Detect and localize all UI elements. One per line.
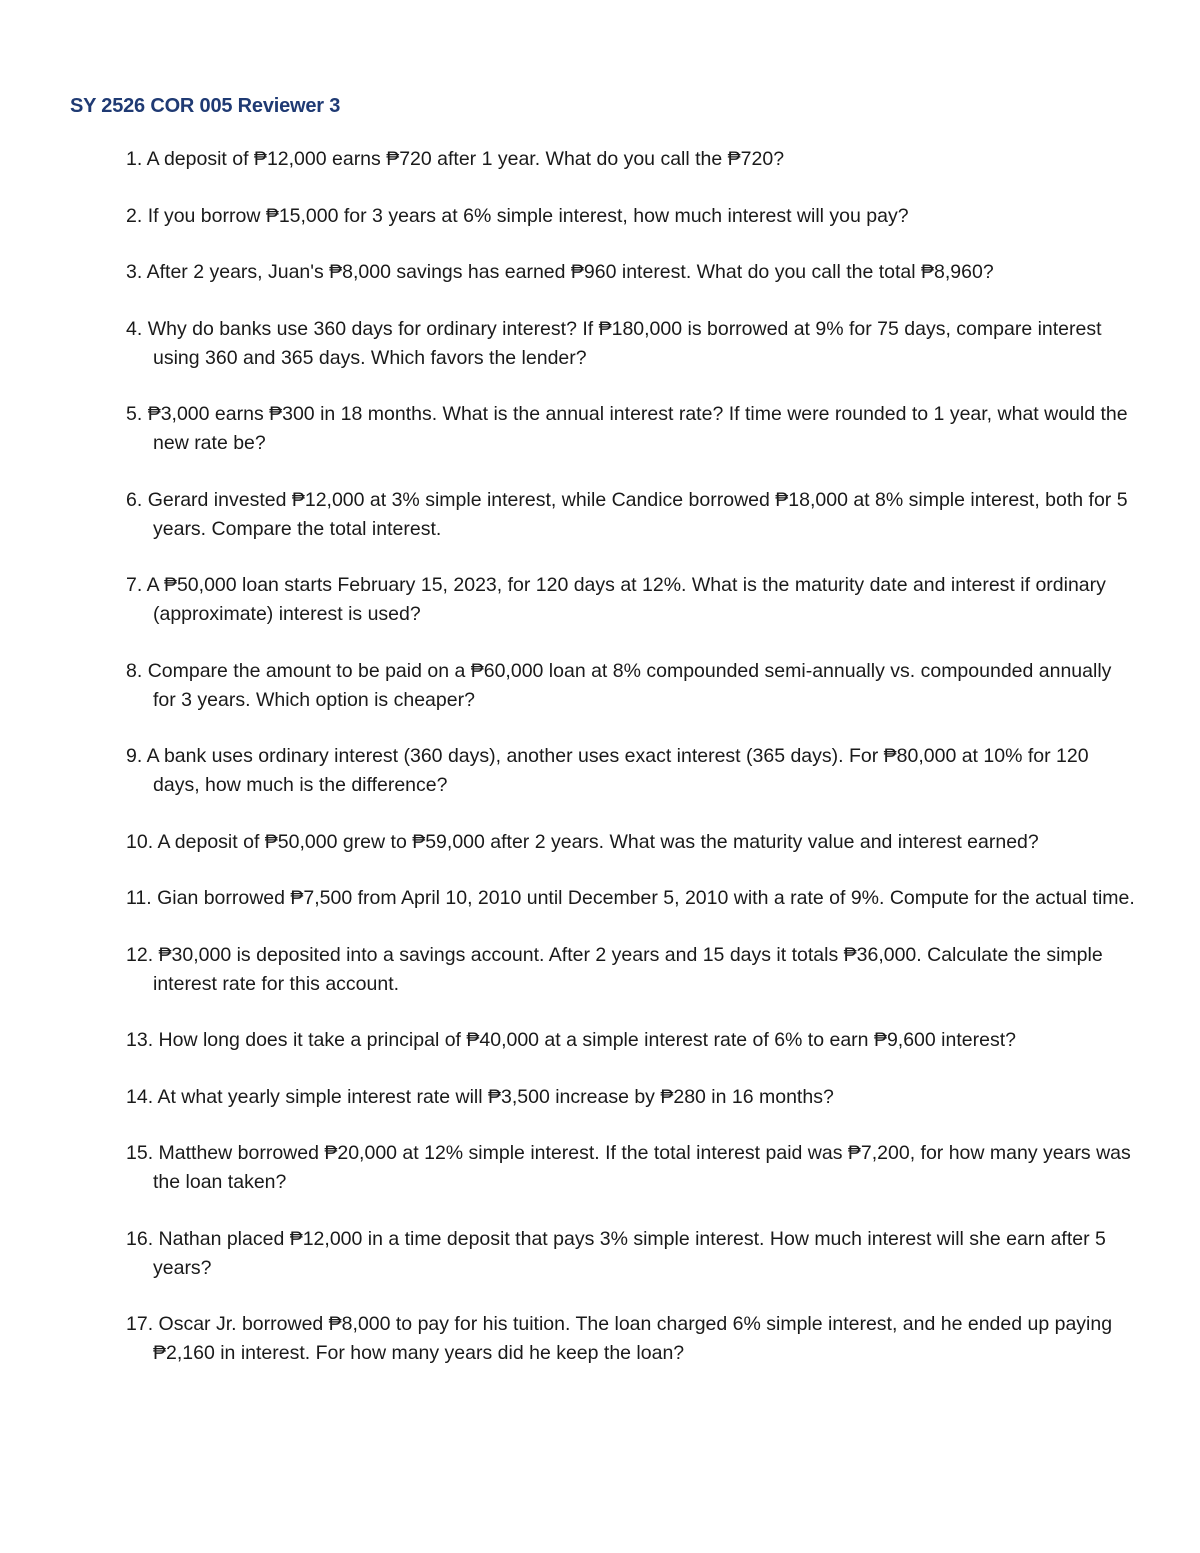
- question-item: [126, 1139, 1136, 1197]
- question-item: [126, 400, 1136, 458]
- question-text: After 2 years, Juan's ₱8,000 savings has earned ₱960 interest. What do you call the total ₱8,960?: [146, 261, 994, 283]
- question-text: A deposit of ₱12,000 earns ₱720 after 1 year. What do you call the ₱720?: [146, 148, 785, 170]
- question-item: [126, 571, 1136, 629]
- question-number: 8.: [126, 659, 143, 682]
- question-item: [126, 145, 1136, 174]
- question-text: A deposit of ₱50,000 grew to ₱59,000 after 2 years. What was the maturity value and interest earned?: [157, 830, 1039, 853]
- question-item: [126, 742, 1136, 800]
- question-item: [126, 1083, 1136, 1112]
- question-text: Compare the amount to be paid on a ₱60,000 loan at 8% compounded semi-annually vs. compounded annually for 3 years. Which option is cheaper?: [147, 659, 1112, 711]
- question-text: Gian borrowed ₱7,500 from April 10, 2010 until December 5, 2010 with a rate of 9%. Compute for the actual time.: [157, 887, 1135, 909]
- question-number: 4.: [126, 317, 143, 340]
- question-item: [126, 1310, 1136, 1368]
- question-text: Matthew borrowed ₱20,000 at 12% simple interest. If the total interest paid was ₱7,200, for how many years was the loan taken?: [153, 1142, 1131, 1193]
- question-number: 1.: [126, 148, 143, 170]
- question-text: ₱30,000 is deposited into a savings account. After 2 years and 15 days it totals ₱36,000. Calculate the simple interest rate for this account.: [153, 943, 1103, 995]
- question-number: 16.: [126, 1227, 154, 1250]
- question-number: 17.: [126, 1313, 154, 1335]
- question-text: How long does it take a principal of ₱40,000 at a simple interest rate of 6% to earn ₱9,600 interest?: [158, 1029, 1016, 1051]
- question-number: 9.: [126, 745, 143, 767]
- question-item: [126, 1026, 1136, 1055]
- question-number: 5.: [126, 403, 143, 425]
- question-number: 15.: [126, 1142, 154, 1164]
- question-text: Why do banks use 360 days for ordinary interest? If ₱180,000 is borrowed at 9% for 75 days, compare interest using 360 and 365 days. Which favors the lender?: [147, 317, 1102, 369]
- question-number: 10.: [126, 830, 154, 853]
- question-item: [126, 828, 1136, 857]
- question-item: [126, 884, 1136, 913]
- question-number: 14.: [126, 1085, 154, 1108]
- question-number: 12.: [126, 943, 154, 966]
- question-text: A bank uses ordinary interest (360 days), another uses exact interest (365 days). For ₱80,000 at 10% for 120 days, how much is the difference?: [146, 745, 1089, 796]
- question-item: [126, 258, 1136, 287]
- question-text: ₱3,000 earns ₱300 in 18 months. What is the annual interest rate? If time were rounded to 1 year, what would the new rate be?: [147, 403, 1128, 454]
- question-item: [126, 486, 1136, 544]
- question-item: [126, 202, 1136, 231]
- question-item: [126, 657, 1136, 715]
- question-number: 11.: [126, 887, 152, 909]
- question-text: At what yearly simple interest rate will ₱3,500 increase by ₱280 in 16 months?: [157, 1085, 834, 1108]
- question-item: [126, 315, 1136, 373]
- question-number: 7.: [126, 574, 143, 596]
- question-number: 2.: [126, 204, 143, 227]
- question-list: [126, 145, 1136, 1396]
- question-text: Oscar Jr. borrowed ₱8,000 to pay for his tuition. The loan charged 6% simple interest, and he ended up paying ₱2,160 in interest. For how many years did he keep the loan?: [153, 1313, 1113, 1364]
- document-title: SY 2526 COR 005 Reviewer 3: [70, 95, 341, 117]
- question-text: A ₱50,000 loan starts February 15, 2023, for 120 days at 12%. What is the maturity date and interest if ordinary (approximate) interest is used?: [146, 574, 1106, 625]
- question-text: Nathan placed ₱12,000 in a time deposit that pays 3% simple interest. How much interest will she earn after 5 years?: [153, 1227, 1106, 1279]
- question-text: Gerard invested ₱12,000 at 3% simple interest, while Candice borrowed ₱18,000 at 8% simple interest, both for 5 years. Compare the total interest.: [147, 488, 1128, 540]
- question-text: If you borrow ₱15,000 for 3 years at 6% simple interest, how much interest will you pay?: [147, 204, 909, 227]
- question-number: 3.: [126, 261, 143, 283]
- question-number: 6.: [126, 488, 143, 511]
- question-item: [126, 941, 1136, 999]
- question-number: 13.: [126, 1029, 154, 1051]
- question-item: [126, 1225, 1136, 1283]
